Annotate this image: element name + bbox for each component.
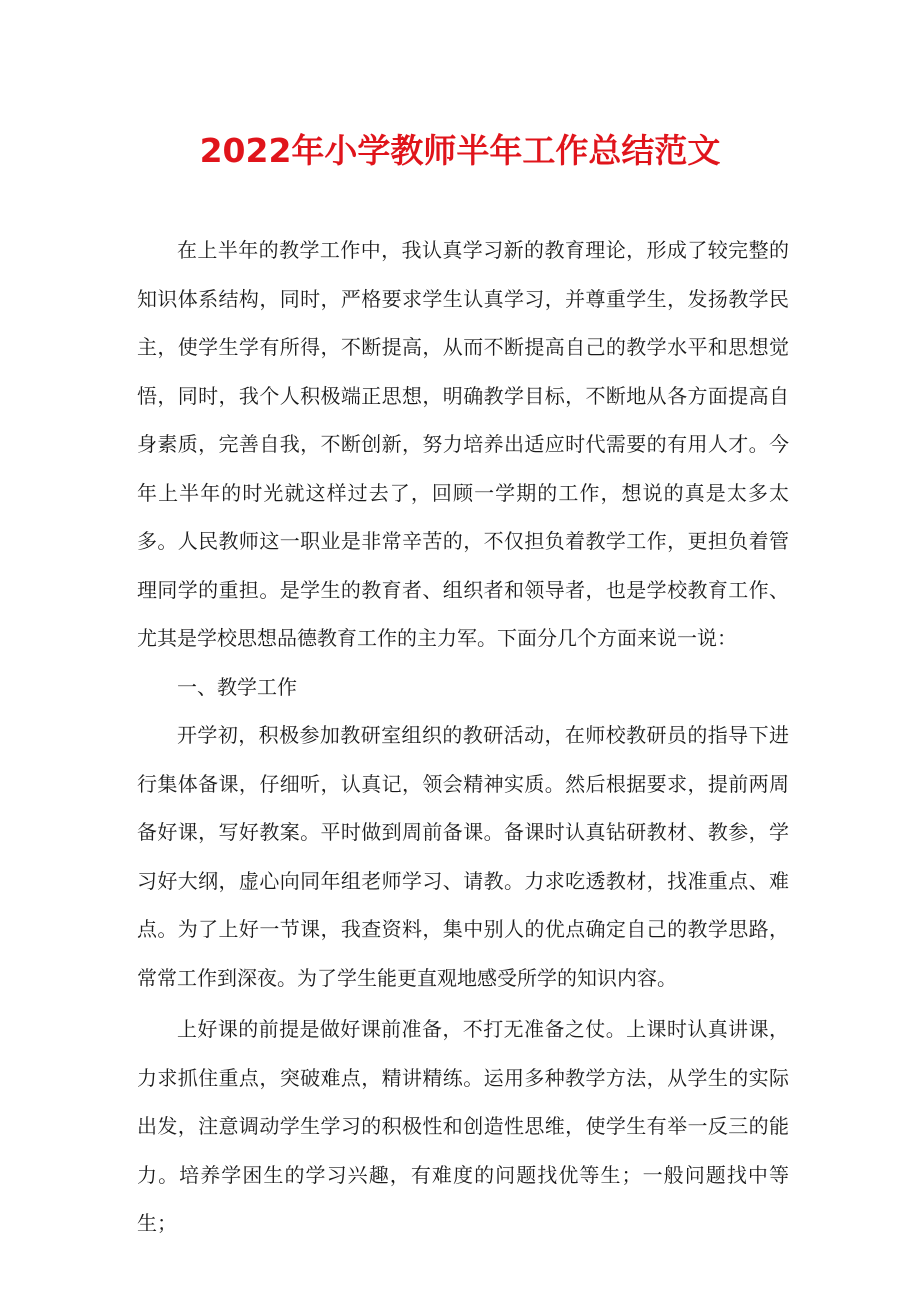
- paragraph-lesson-preparation: 开学初，积极参加教研室组织的教研活动，在师校教研员的指导下进行集体备课，仔细听，认真记，领会精神实质。然后根据要求，提前两周备好课，写好教案。平时做到周前备课。备课时认真钻研教材、教参，学习好大纲，虚心向同年组老师学习、请教。力求吃透教材，找准重点、难点。为了上好一节课，我查资料，集中别人的优点确定自己的教学思路，常常工作到深夜。为了学生能更直观地感受所学的知识内容。: [137, 723, 789, 990]
- document-body: [137, 226, 789, 1248]
- paragraph-intro: 在上半年的教学工作中，我认真学习新的教育理论，形成了较完整的知识体系结构，同时，严格要求学生认真学习，并尊重学生，发扬教学民主，使学生学有所得，不断提高，从而不断提高自己的教学水平和思想觉悟，同时，我个人积极端正思想，明确教学目标，不断地从各方面提高自身素质，完善自我，不断创新，努力培养出适应时代需要的有用人才。今年上半年的时光就这样过去了，回顾一学期的工作，想说的真是太多太多。人民教师这一职业是非常辛苦的，不仅担负着教学工作，更担负着管理同学的重担。是学生的教育者、组织者和领导者，也是学校教育工作、尤其是学校思想品德教育工作的主力军。下面分几个方面来说一说：: [137, 238, 789, 650]
- paragraph-classroom-teaching: 上好课的前提是做好课前准备，不打无准备之仗。上课时认真讲课，力求抓住重点，突破难点，精讲精练。运用多种教学方法，从学生的实际出发，注意调动学生学习的积极性和创造性思维，使学生有举一反三的能力。培养学困生的学习兴趣，有难度的问题找优等生；一般问题找中等生；: [137, 1017, 789, 1235]
- document-title: 2022年小学教师半年工作总结范文: [199, 131, 721, 170]
- section-heading-teaching: 一、教学工作: [177, 674, 297, 699]
